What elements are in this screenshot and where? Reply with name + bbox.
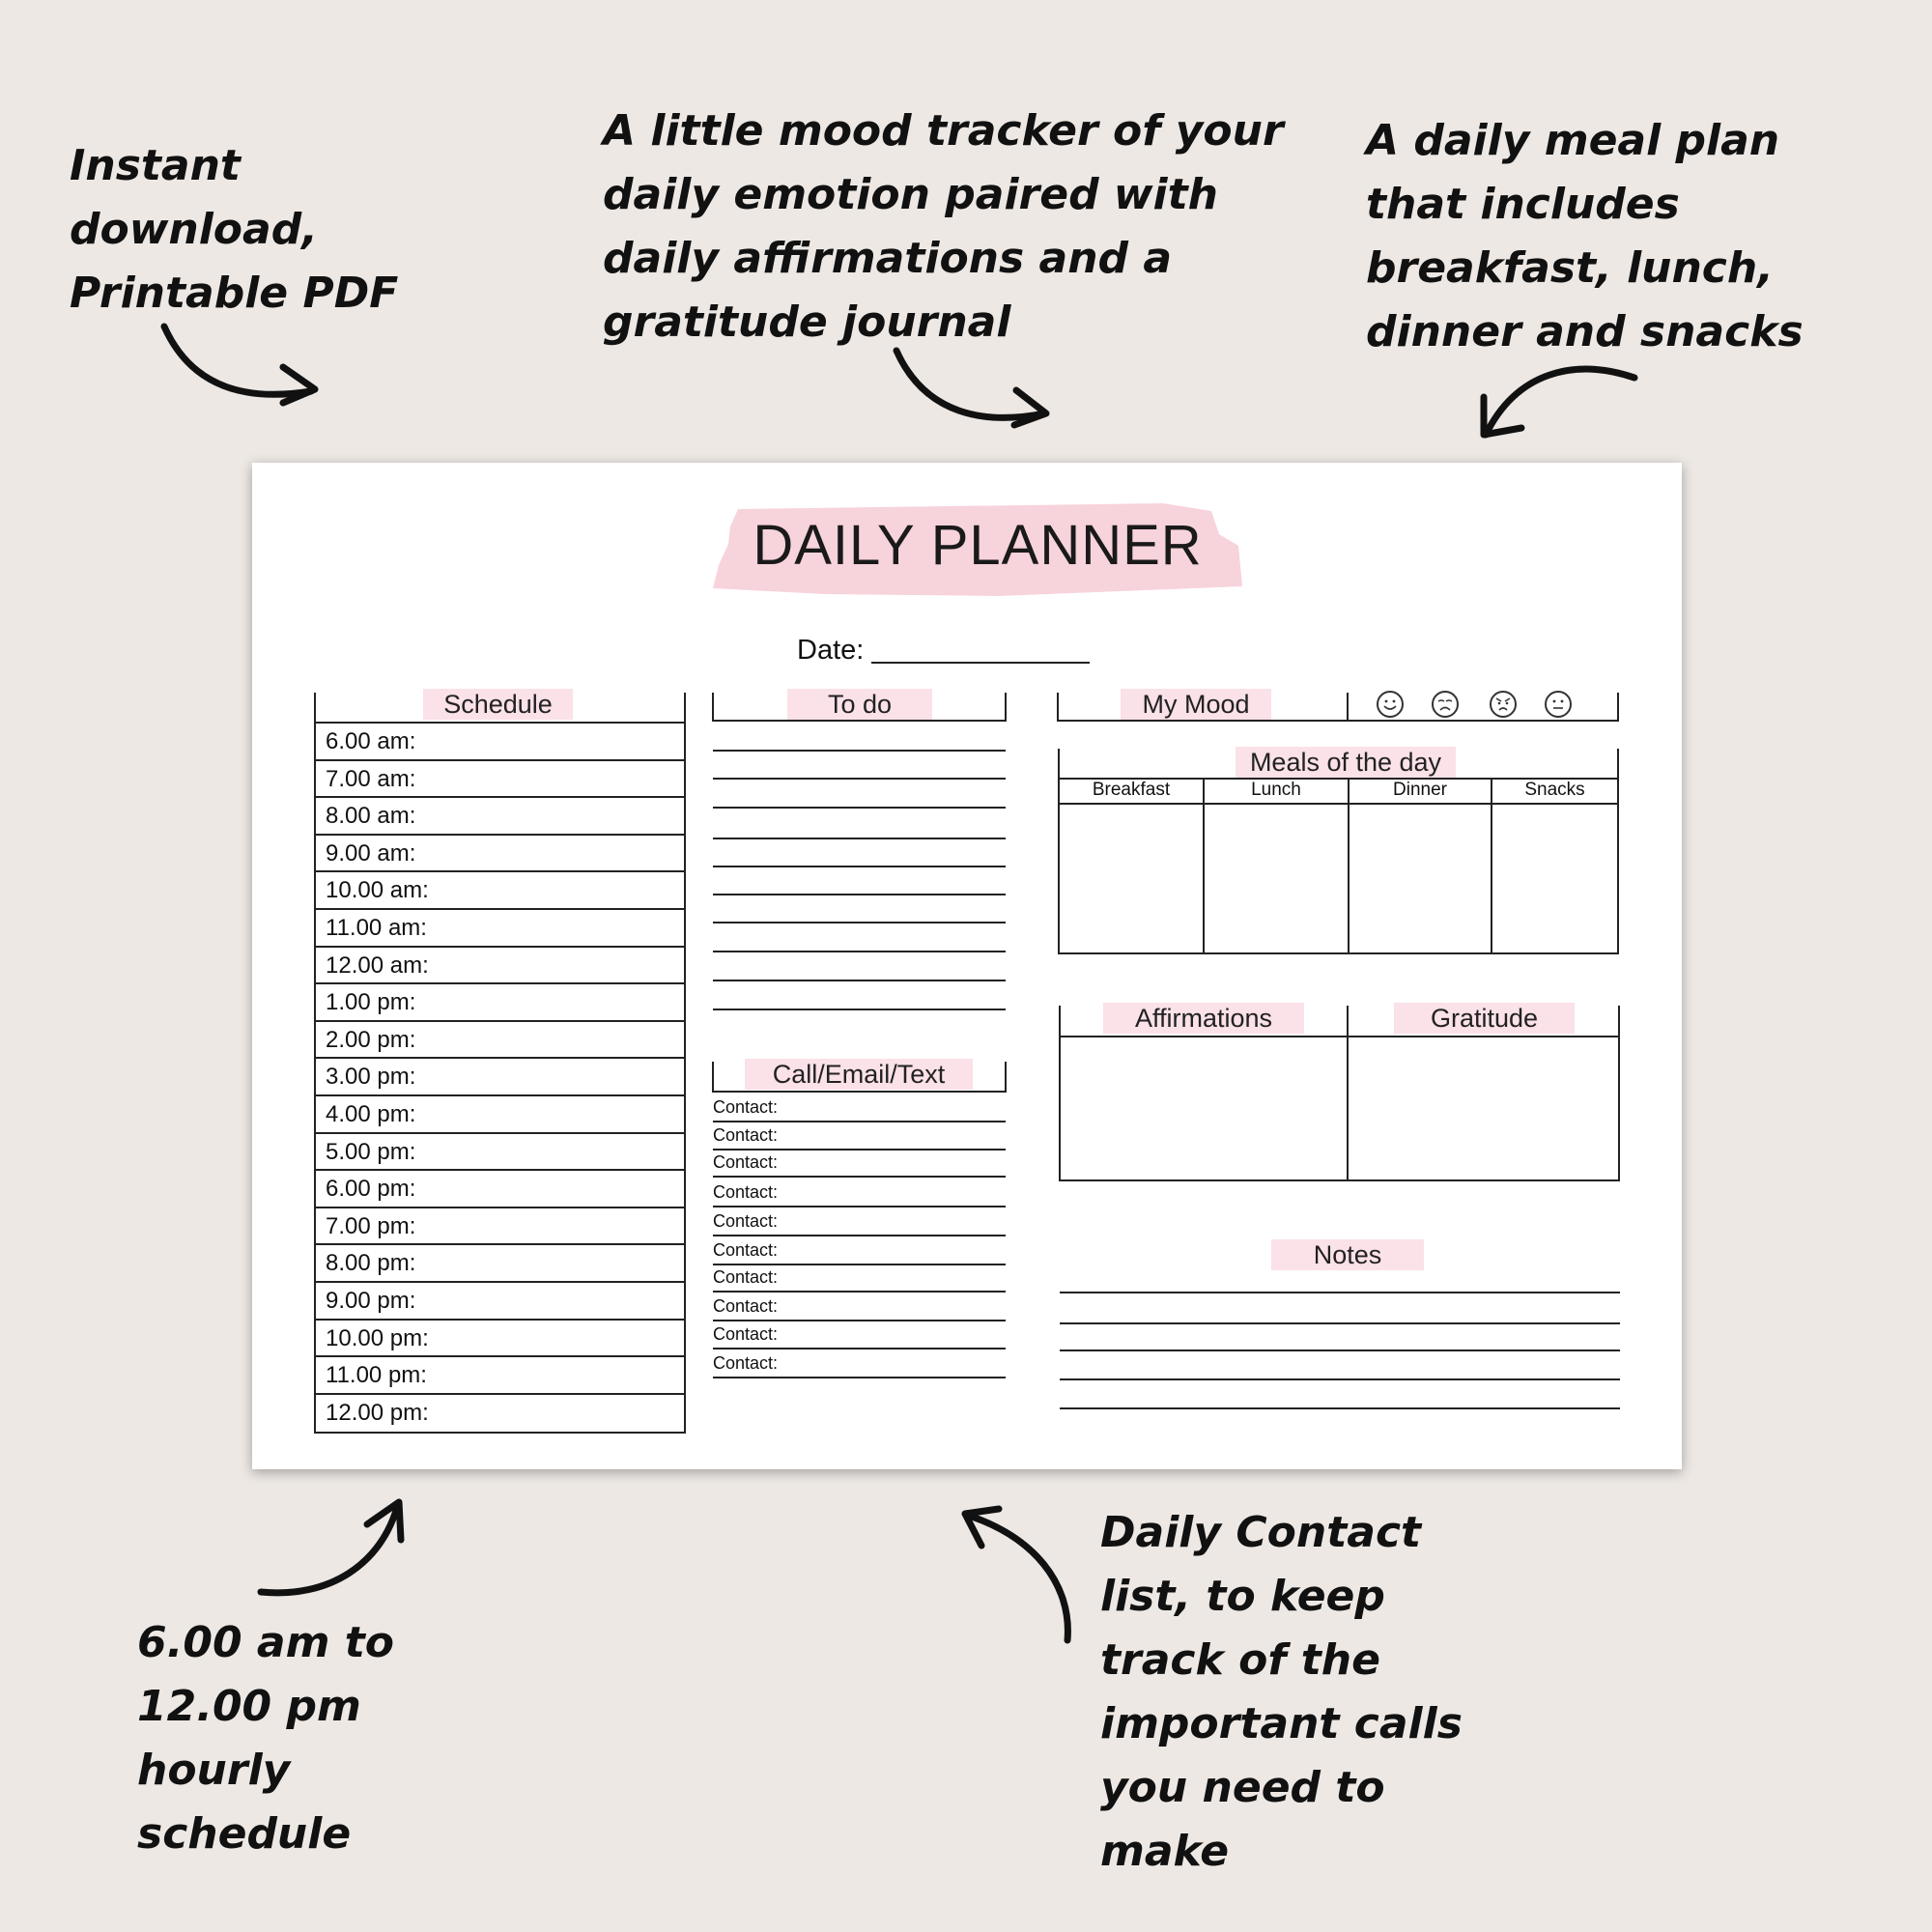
meal-column-snacks: Snacks	[1524, 780, 1585, 800]
schedule-time-label: 9.00 pm:	[326, 1288, 416, 1314]
neutral-face-icon[interactable]	[1545, 691, 1572, 718]
mood-divider	[1347, 693, 1349, 722]
notes-header: Notes	[1271, 1239, 1424, 1270]
schedule-row[interactable]	[316, 1096, 686, 1134]
gratitude-area[interactable]	[1349, 1037, 1618, 1179]
todo-line[interactable]	[713, 922, 1006, 923]
schedule-row[interactable]	[316, 1134, 686, 1172]
schedule-time-label: 11.00 pm:	[326, 1362, 427, 1389]
notes-line[interactable]	[1060, 1350, 1620, 1351]
schedule-header: Schedule	[423, 689, 573, 720]
contact-label: Contact:	[713, 1296, 779, 1316]
schedule-row[interactable]	[316, 1059, 686, 1096]
schedule-row[interactable]	[316, 1022, 686, 1060]
planner-title: DAILY PLANNER	[753, 514, 1203, 577]
notes-line[interactable]	[1060, 1292, 1620, 1293]
schedule-time-label: 12.00 am:	[326, 952, 429, 979]
contact-row[interactable]	[713, 1264, 1006, 1293]
meal-cell-snacks[interactable]	[1492, 805, 1617, 952]
meals-right-tick	[1617, 749, 1619, 778]
callout-hourly-schedule: 6.00 am to 12.00 pm hourly schedule	[137, 1618, 394, 1859]
notes-line[interactable]	[1060, 1378, 1620, 1380]
schedule-time-label: 11.00 am:	[326, 915, 427, 941]
todo-header: To do	[787, 689, 932, 720]
meal-column-lunch: Lunch	[1251, 780, 1301, 800]
meals-left-tick	[1058, 749, 1060, 778]
contact-row[interactable]	[713, 1150, 1006, 1178]
contact-row[interactable]	[713, 1208, 1006, 1236]
schedule-time-label: 8.00 pm:	[326, 1250, 416, 1277]
todo-line[interactable]	[713, 1009, 1006, 1010]
schedule-time-label: 1.00 pm:	[326, 989, 416, 1016]
gratitude-header: Gratitude	[1394, 1003, 1575, 1034]
contact-label: Contact:	[713, 1097, 779, 1117]
schedule-row[interactable]	[316, 1208, 686, 1246]
schedule-row[interactable]	[316, 1395, 686, 1433]
schedule-row[interactable]	[316, 1321, 686, 1358]
schedule-time-label: 9.00 am:	[326, 839, 416, 867]
contact-label: Contact:	[713, 1240, 779, 1260]
schedule-row[interactable]	[316, 761, 686, 799]
callout-meal-plan: A daily meal plan that includes breakfast, lunch, dinner and snacks	[1366, 116, 1804, 356]
contact-row[interactable]	[713, 1237, 1006, 1265]
callout-contact-list: Daily Contact list, to keep track of the important calls you need to make	[1100, 1508, 1463, 1876]
contact-row[interactable]	[713, 1293, 1006, 1321]
schedule-time-label: 3.00 pm:	[326, 1064, 416, 1091]
schedule-row[interactable]	[316, 1171, 686, 1208]
contact-label: Contact:	[713, 1182, 779, 1202]
affirmations-area[interactable]	[1061, 1037, 1347, 1179]
notes-line[interactable]	[1060, 1322, 1620, 1324]
notes-line[interactable]	[1060, 1407, 1620, 1409]
schedule-time-label: 5.00 pm:	[326, 1138, 416, 1165]
schedule-time-label: 7.00 pm:	[326, 1212, 416, 1239]
contact-row[interactable]	[713, 1321, 1006, 1350]
schedule-row[interactable]	[316, 984, 686, 1022]
angry-face-icon[interactable]	[1490, 691, 1517, 718]
contact-label: Contact:	[713, 1353, 779, 1373]
todo-line[interactable]	[713, 778, 1006, 780]
affirmations-right-tick	[1618, 1006, 1620, 1037]
todo-line[interactable]	[713, 838, 1006, 839]
schedule-row[interactable]	[316, 1357, 686, 1395]
schedule-row[interactable]	[316, 836, 686, 873]
contact-label: Contact:	[713, 1152, 779, 1172]
schedule-row[interactable]	[316, 872, 686, 910]
callout-mood-tracker: A little mood tracker of your daily emotion paired with daily affirmations and a gratitude journal	[603, 106, 1284, 347]
meals-header: Meals of the day	[1236, 747, 1456, 778]
sad-face-icon[interactable]	[1432, 691, 1459, 718]
schedule-time-label: 10.00 am:	[326, 877, 429, 904]
schedule-time-label: 4.00 pm:	[326, 1101, 416, 1127]
schedule-row[interactable]	[316, 910, 686, 948]
schedule-time-label: 8.00 am:	[326, 803, 416, 830]
meal-cell-lunch[interactable]	[1205, 805, 1348, 952]
todo-line[interactable]	[713, 866, 1006, 867]
schedule-time-label: 6.00 am:	[326, 728, 416, 754]
todo-line[interactable]	[713, 951, 1006, 952]
schedule-time-label: 10.00 pm:	[326, 1324, 429, 1351]
schedule-time-label: 6.00 pm:	[326, 1176, 416, 1203]
schedule-row[interactable]	[316, 948, 686, 985]
mood-header: My Mood	[1121, 689, 1271, 720]
contact-label: Contact:	[713, 1125, 779, 1145]
meal-column-dinner: Dinner	[1393, 780, 1447, 800]
schedule-row[interactable]	[316, 1245, 686, 1283]
schedule-time-label: 2.00 pm:	[326, 1026, 416, 1053]
contact-row[interactable]	[713, 1350, 1006, 1378]
contact-row[interactable]	[713, 1094, 1006, 1122]
contacts-header: Call/Email/Text	[745, 1059, 973, 1090]
todo-line[interactable]	[713, 980, 1006, 981]
date-label: Date:	[797, 635, 865, 666]
todo-line[interactable]	[713, 894, 1006, 895]
schedule-row[interactable]	[316, 724, 686, 761]
contact-label: Contact:	[713, 1324, 779, 1344]
meal-cell-dinner[interactable]	[1350, 805, 1491, 952]
schedule-row[interactable]	[316, 1283, 686, 1321]
contact-label: Contact:	[713, 1211, 779, 1231]
contact-row[interactable]	[713, 1122, 1006, 1151]
contact-label: Contact:	[713, 1267, 779, 1287]
schedule-time-label: 12.00 pm:	[326, 1399, 429, 1426]
todo-line[interactable]	[713, 750, 1006, 752]
date-field-line[interactable]	[871, 662, 1090, 664]
smiling-face-icon[interactable]	[1377, 691, 1404, 718]
todo-line[interactable]	[713, 807, 1006, 809]
schedule-row[interactable]	[316, 798, 686, 836]
meal-cell-breakfast[interactable]	[1060, 805, 1203, 952]
schedule-time-label: 7.00 am:	[326, 765, 416, 792]
callout-printable-pdf: Instant download, Printable PDF	[70, 141, 399, 318]
planner-sheet	[252, 463, 1682, 1469]
affirmations-left-tick	[1059, 1006, 1061, 1037]
affirmations-header: Affirmations	[1103, 1003, 1304, 1034]
contact-row[interactable]	[713, 1179, 1006, 1208]
meal-column-breakfast: Breakfast	[1092, 780, 1171, 800]
